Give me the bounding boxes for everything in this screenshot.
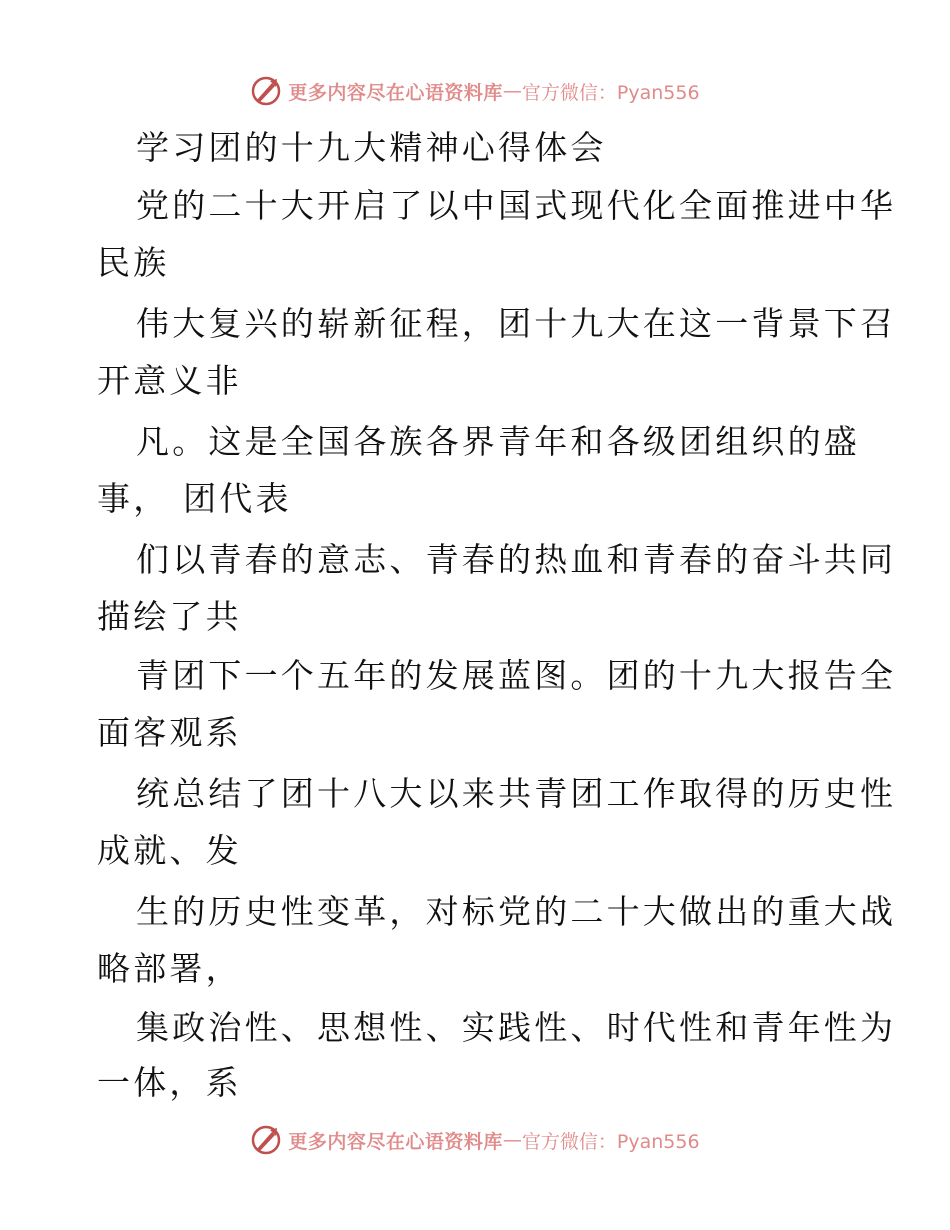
- paragraph-line: 们以青春的意志、青春的热血和青春的奋斗共同: [136, 540, 897, 579]
- footer-dash: —: [502, 1129, 522, 1151]
- footer-watermark: [0, 1120, 950, 1160]
- paragraph-line: 凡。这是全国各族各界青年和各级团组织的盛: [136, 422, 860, 461]
- paragraph-line: 党的二十大开启了以中国式现代化全面推进中华: [136, 186, 897, 225]
- paragraph-line: 开意义非: [97, 361, 242, 400]
- paragraph-line: 略部署，: [97, 949, 242, 988]
- document-title: 学习团的十九大精神心得体会: [136, 128, 607, 167]
- paragraph-line: 集政治性、思想性、实践性、时代性和青年性为: [136, 1008, 897, 1047]
- header-dash: —: [502, 80, 522, 102]
- paragraph-line: 面客观系: [97, 713, 242, 752]
- paragraph-line: 伟大复兴的崭新征程，团十九大在这一背景下召: [136, 304, 897, 343]
- paragraph-line: 民族: [97, 243, 170, 282]
- quill-logo-icon: [250, 75, 282, 107]
- quill-logo-icon: [250, 1124, 282, 1156]
- footer-brand-text: 更多内容尽在心语资料库: [288, 1130, 503, 1153]
- header-brand-text: 更多内容尽在心语资料库: [288, 81, 503, 104]
- header-watermark: [0, 71, 950, 111]
- paragraph-line: 一体，系: [97, 1063, 242, 1102]
- footer-wechat-text: 官方微信：Pyan556: [521, 1130, 700, 1153]
- paragraph-line: 描绘了共: [97, 597, 242, 636]
- paragraph-line: 成就、发: [97, 831, 242, 870]
- paragraph-line: 青团下一个五年的发展蓝图。团的十九大报告全: [136, 656, 897, 695]
- paragraph-line: 统总结了团十八大以来共青团工作取得的历史性: [136, 774, 897, 813]
- header-wechat-text: 官方微信：Pyan556: [521, 81, 700, 104]
- paragraph-line: 生的历史性变革，对标党的二十大做出的重大战: [136, 892, 897, 931]
- paragraph-line: 事， 团代表: [97, 479, 292, 518]
